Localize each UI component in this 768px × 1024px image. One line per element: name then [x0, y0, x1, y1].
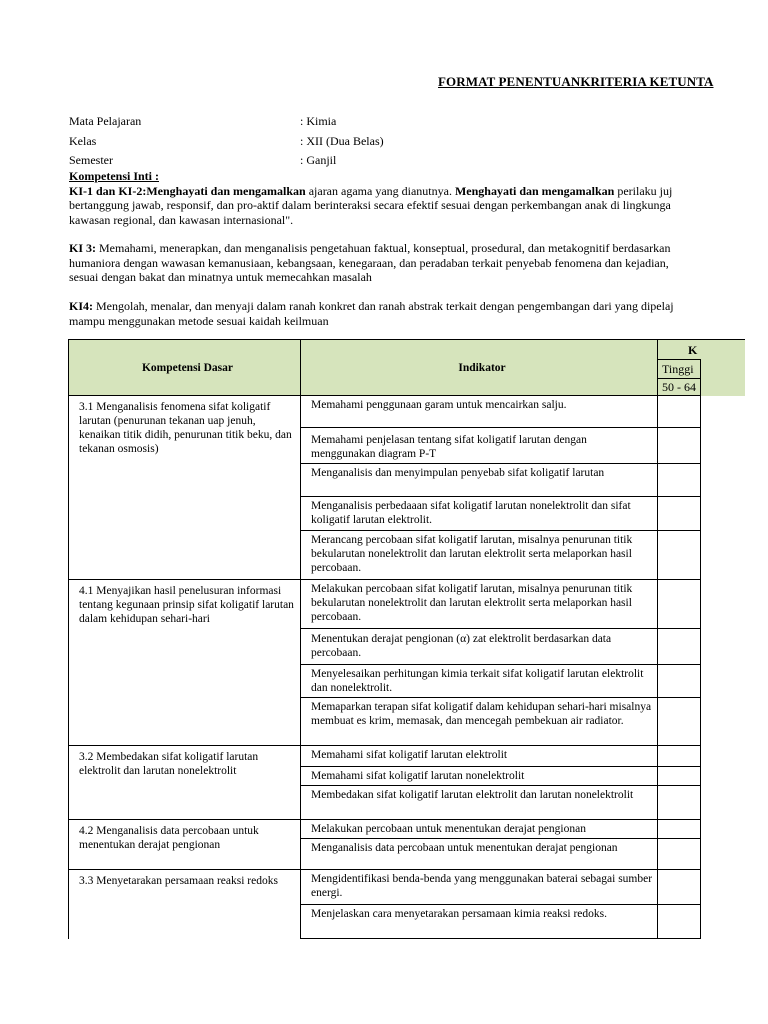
score-cell [657, 496, 701, 531]
indikator-cell: Memahami sifat koligatif larutan nonelektrolit [300, 766, 658, 786]
indikator-cell: Menentukan derajat pengionan (α) zat elektrolit berdasarkan data percobaan. [300, 628, 658, 665]
indikator-cell: Merancang percobaan sifat koligatif larutan, misalnya penurunan titik bekularutan nonelektrolit dan larutan elektrolit serta melaporkan hasil percobaan. [300, 530, 658, 580]
header-kriteria-group: K [657, 339, 768, 360]
indikator-cell: Membedakan sifat koligatif larutan elektrolit dan larutan nonelektrolit [300, 785, 658, 820]
indikator-cell: Mengidentifikasi benda-benda yang menggunakan baterai sebagai sumber energi. [300, 869, 658, 905]
score-cell [657, 766, 701, 786]
meta-label: Semester [69, 153, 113, 167]
ki12-text2: perilaku juj [614, 183, 673, 198]
ki4-line1: Mengolah, menalar, dan menyaji dalam ranah konkret dan ranah abstrak terkait dengan pengembangan dari yang dipelaj [93, 299, 674, 313]
ki12-bold2: Menghayati dan mengamalkan [454, 183, 615, 198]
score-cell [657, 530, 701, 580]
score-cell [657, 463, 701, 497]
indikator-cell: Memahami penjelasan tentang sifat koligatif larutan dengan menggunakan diagram P-T [300, 427, 658, 464]
score-cell [657, 904, 701, 939]
indikator-cell: Menganalisis perbedaaan sifat koligatif larutan nonelektrolit dan sifat koligatif larutan elektrolit. [300, 496, 658, 531]
ki3-line2: humaniora dengan wawasan kemanusiaan, kebangsaan, kenegaraan, dan peradaban terkait penyebab fenomena dan kejadian, [69, 255, 669, 270]
meta-value: : XII (Dua Belas) [300, 133, 384, 148]
document-title: FORMAT PENENTUANKRITERIA KETUNTA [438, 74, 714, 89]
score-cell [657, 838, 701, 870]
score-cell [657, 745, 701, 767]
score-cell [657, 697, 701, 746]
ki12-line2: bertanggung jawab, responsif, dan pro-aktif dalam berinteraksi secara efektif sesuai dengan perkembangan anak di lingkunga [69, 198, 671, 212]
ki12-label: KI-1 dan KI-2: [69, 183, 147, 198]
indikator-cell: Melakukan percobaan sifat koligatif larutan, misalnya penurunan titik bekularutan nonelektrolit dan larutan elektrolit serta melaporkan hasil percobaan. [300, 579, 658, 629]
score-cell [657, 785, 701, 820]
score-cell [657, 664, 701, 698]
meta-value: : Kimia [300, 114, 337, 128]
indikator-cell: Memahami penggunaan garam untuk mencairkan salju. [300, 395, 658, 428]
kd-4-1: 4.1 Menyajikan hasil penelusuran informasi tentang kegunaan prinsip sifat koligatif larutan dalam kehidupan sehari-hari [68, 579, 301, 746]
meta-label: Mata Pelajaran [69, 114, 142, 128]
ki3-line1: Memahami, menerapkan, dan menganalisis pengetahuan faktual, konseptual, prosedural, dan metakognitif berdasarkan [96, 241, 671, 255]
score-cell [657, 869, 701, 905]
header-kompetensi-dasar: Kompetensi Dasar [68, 339, 301, 396]
indikator-cell: Melakukan percobaan untuk menentukan derajat pengionan [300, 819, 658, 839]
score-cell [657, 628, 701, 665]
ki3-label: KI 3: [69, 241, 96, 255]
ki12-text1: ajaran agama yang dianutnya. [305, 183, 455, 198]
indikator-cell: Menganalisis data percobaan untuk menentukan derajat pengionan [300, 838, 658, 870]
kd-3-2: 3.2 Membedakan sifat koligatif larutan elektrolit dan larutan nonelektrolit [68, 745, 301, 820]
ki12-bold1: Menghayati dan mengamalkan [146, 183, 306, 198]
ki4-line2: mampu menggunakan metode sesuai kaidah keilmuan [69, 313, 329, 328]
page-cutoff-header [745, 339, 768, 396]
kompetensi-inti-heading: Kompetensi Inti : [69, 169, 159, 183]
header-filler [701, 359, 745, 396]
indikator-cell: Memahami sifat koligatif larutan elektrolit [300, 745, 658, 767]
score-cell [657, 579, 701, 629]
score-cell [657, 395, 701, 428]
header-range: 50 - 64 [657, 378, 701, 396]
ki4-label: KI4: [69, 299, 93, 313]
indikator-cell: Menyelesaikan perhitungan kimia terkait sifat koligatif larutan elektrolit dan nonelektrolit. [300, 664, 658, 698]
kd-3-3: 3.3 Menyetarakan persamaan reaksi redoks [68, 869, 301, 939]
score-cell [657, 427, 701, 464]
meta-value: : Ganjil [300, 153, 337, 167]
header-tinggi: Tinggi [657, 359, 701, 379]
kd-3-1: 3.1 Menganalisis fenomena sifat koligatif larutan (penurunan tekanan uap jenuh, kenaikan titik didih, penurunan titik beku, dan tekanan osmosis) [68, 395, 301, 580]
ki12-line3: kawasan regional, dan kawasan internasional". [69, 212, 294, 227]
header-indikator: Indikator [300, 339, 658, 396]
meta-label: Kelas [69, 133, 97, 148]
page-cutoff [701, 396, 768, 1024]
kd-4-2: 4.2 Menganalisis data percobaan untuk menentukan derajat pengionan [68, 819, 301, 870]
indikator-cell: Menganalisis dan menyimpulan penyebab sifat koligatif larutan [300, 463, 658, 497]
score-cell [657, 819, 701, 839]
ki3-line3: sesuai dengan bakat dan minatnya untuk memecahkan masalah [69, 270, 372, 284]
indikator-cell: Menjelaskan cara menyetarakan persamaan kimia reaksi redoks. [300, 904, 658, 939]
indikator-cell: Memaparkan terapan sifat koligatif dalam kehidupan sehari-hari misalnya membuat es krim, memasak, dan mencegah pembekuan air radiator. [300, 697, 658, 746]
